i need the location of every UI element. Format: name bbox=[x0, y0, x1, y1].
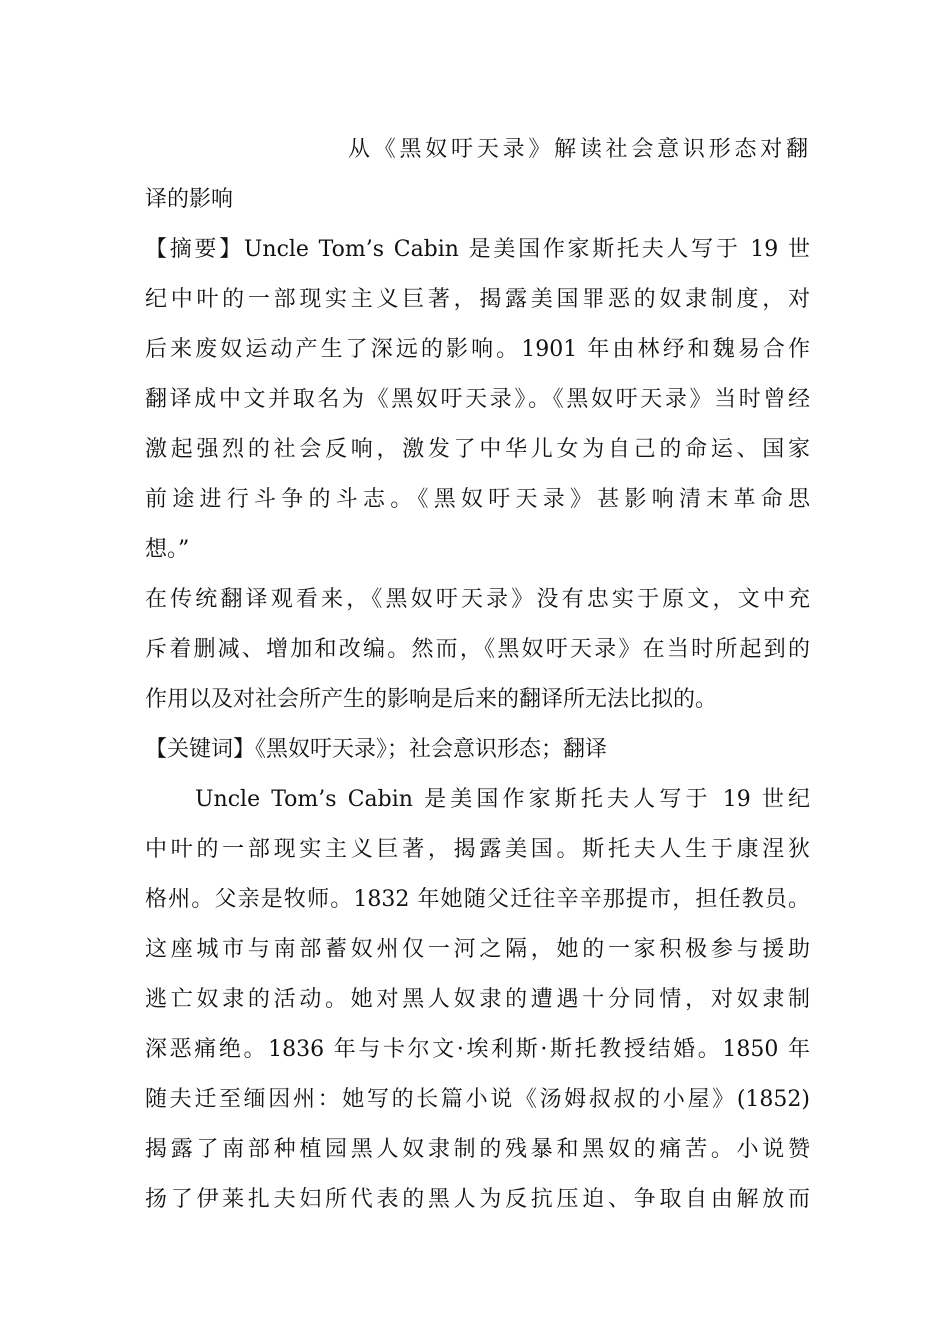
body-line: 逃亡奴隶的活动。她对黑人奴隶的遭遇十分同情，对奴隶制 bbox=[145, 987, 810, 1012]
body-line: 扬了伊莱扎夫妇所代表的黑人为反抗压迫、争取自由解放而 bbox=[145, 1187, 810, 1212]
paragraph-line: 在传统翻译观看来，《黑奴吁天录》没有忠实于原文，文中充 bbox=[145, 587, 810, 612]
abstract-line: 激起强烈的社会反响，激发了中华儿女为自己的命运、国家 bbox=[145, 437, 810, 462]
abstract-line: 后来废奴运动产生了深远的影响。1901 年由林纾和魏易合作 bbox=[145, 337, 810, 362]
paragraph-line: 作用以及对社会所产生的影响是后来的翻译所无法比拟的。 bbox=[145, 687, 718, 712]
body-first-line: Uncle Tom’s Cabin 是美国作家斯托夫人写于 19 世纪 bbox=[195, 787, 810, 812]
abstract-line: 纪中叶的一部现实主义巨著，揭露美国罪恶的奴隶制度，对 bbox=[145, 287, 810, 312]
body-line: 随夫迁至缅因州：她写的长篇小说《汤姆叔叔的小屋》(1852) bbox=[145, 1087, 810, 1112]
abstract-line: 想。” bbox=[145, 537, 190, 562]
keywords-line: 【关键词】《黑奴吁天录》；社会意识形态；翻译 bbox=[145, 737, 608, 762]
body-line: 揭露了南部种植园黑人奴隶制的残暴和黑奴的痛苦。小说赞 bbox=[145, 1137, 810, 1162]
body-line: 格州。父亲是牧师。1832 年她随父迁往辛辛那提市，担任教员。 bbox=[145, 887, 810, 912]
abstract-line: 前途进行斗争的斗志。《黑奴吁天录》甚影响清末革命思 bbox=[145, 487, 810, 512]
abstract-line: 翻译成中文并取名为《黑奴吁天录》。《黑奴吁天录》当时曾经 bbox=[145, 387, 810, 412]
body-line: 中叶的一部现实主义巨著，揭露美国。斯托夫人生于康涅狄 bbox=[145, 837, 810, 862]
title-line-1: 从《黑奴吁天录》解读社会意识形态对翻 bbox=[348, 137, 808, 162]
body-line: 这座城市与南部蓄奴州仅一河之隔，她的一家积极参与援助 bbox=[145, 937, 810, 962]
abstract-line: 【摘要】Uncle Tom’s Cabin 是美国作家斯托夫人写于 19 世 bbox=[145, 237, 810, 262]
paragraph-line: 斥着删减、增加和改编。然而，《黑奴吁天录》在当时所起到的 bbox=[145, 637, 810, 662]
body-line: 深恶痛绝。1836 年与卡尔文·埃利斯·斯托教授结婚。1850 年 bbox=[145, 1037, 810, 1062]
title-line-2: 译的影响 bbox=[145, 187, 234, 212]
